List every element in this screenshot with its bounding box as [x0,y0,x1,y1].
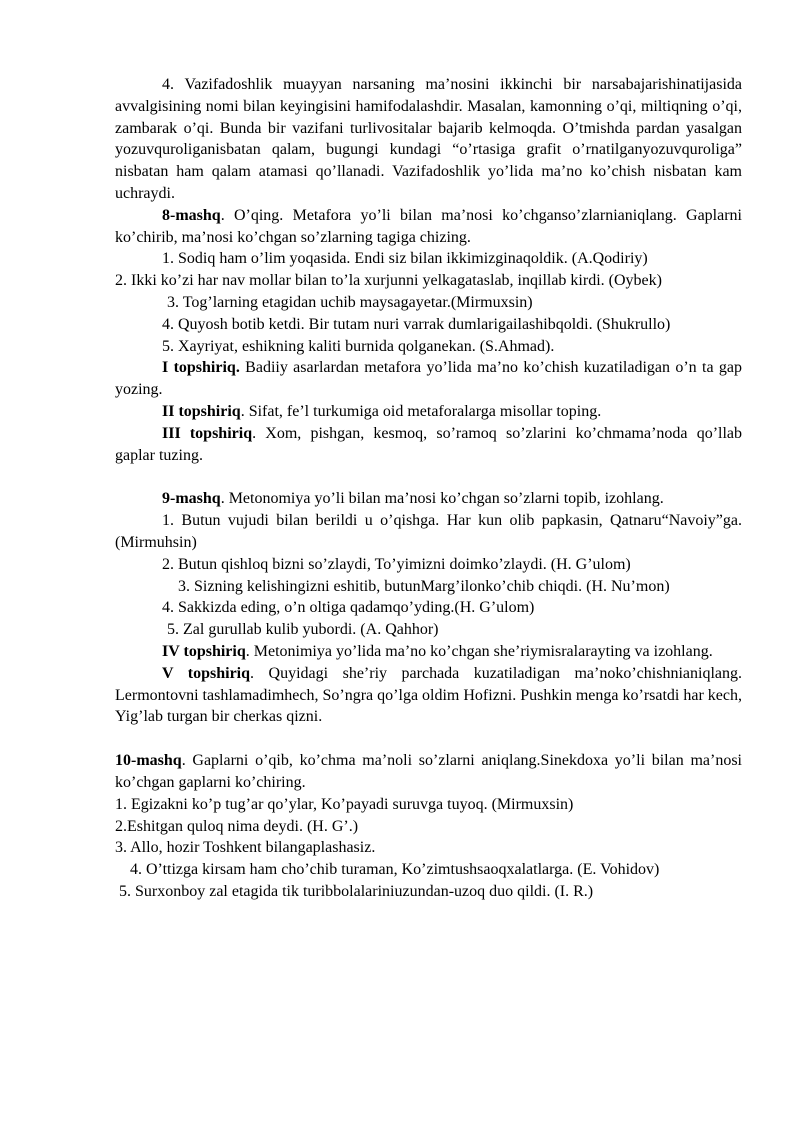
list-item: 2.Eshitgan quloq nima deydi. (H. G’.) [115,817,359,835]
exercise-text: . Metonomiya yo’li bilan ma’nosi ko’chgan so’zlarni topib, izohlang. [220,490,664,508]
task-label: I topshiriq. [162,359,240,377]
exercise-text: . Gaplarni o’qib, ko’chma ma’noli so’zlarni aniqlang.Sinekdoxa yo’li bilan ma’nosi ko’chgan gaplarni ko’chiring. [115,752,742,791]
task-3 [115,423,742,467]
exercise-label: 8-mashq [162,206,221,224]
list-item: 2. Butun qishloq bizni so’zlaydi, To’yimizni doimko’zlaydi. (H. G’ulom) [162,555,631,573]
task-label: V topshiriq [162,664,251,682]
list-item: 3. Allo, hozir Toshkent bilangaplashasiz. [115,839,376,857]
exercise-label: 9-mashq [162,490,221,508]
list-item: 3. Tog’larning etagidan uchib maysagayetar.(Mirmuxsin) [167,293,533,311]
task-label: II topshiriq [162,402,241,420]
list-item: 2. Ikki ko’zi har nav mollar bilan to’la xurjunni yelkagataslab, inqillab kirdi. (Oybek) [115,272,662,290]
list-item: 3. Sizning kelishingizni eshitib, butunMarg’ilonko’chib chiqdi. (H. Nu’mon) [178,577,670,595]
task-label: IV topshiriq [162,642,246,660]
list-item: 5. Xayriyat, eshikning kaliti burnida qolganekan. (S.Ahmad). [162,337,555,355]
list-item: 1. Butun vujudi bilan berildi u o’qishga. Har kun olib papkasin, Qatnaru“Navoiy”ga. (Mirmuhsin) [115,512,742,551]
exercise-label: 10-mashq [115,752,182,770]
task-5 [115,663,742,728]
task-1 [115,357,742,401]
exercise-8-heading [115,205,742,249]
task-text: . Quyidagi she’riy parchada kuzatiladigan ma’noko’chishnianiqlang. Lermontovni tashlamadimhech, So’ngra qo’lga oldim Hofizni. Pushkin menga ko’rsatdi har kech, Yig’lab turgan bir cherkas qizni. [115,664,742,726]
task-label: III topshiriq [162,424,253,442]
list-item: 1. Sodiq ham o’lim yoqasida. Endi siz bilan ikkimizginaqoldik. (A.Qodiriy) [162,250,648,268]
list-item: 1. Egizakni ko’p tug’ar qo’ylar, Ko’payadi suruvga tuyoq. (Mirmuxsin) [115,795,574,813]
task-text: . Sifat, fe’l turkumiga oid metaforalarga misollar toping. [240,402,602,420]
list-item: 5. Surxonboy zal etagida tik turibbolalariniuzundan-uzoq duo qildi. (I. R.) [119,882,594,900]
exercise-9-heading [115,488,742,510]
task-4 [115,641,742,663]
list-item: 4. Quyosh botib ketdi. Bir tutam nuri varrak dumlarigailashibqoldi. (Shukrullo) [162,315,671,333]
list-item: 4. Sakkizda eding, o’n oltiga qadamqo’yding.(H. G’ulom) [162,599,535,617]
document-page [115,74,742,903]
task-text: Badiiy asarlardan metafora yo’lida ma’no ko’chish kuzatiladigan o’n ta gap yozing. [115,359,743,399]
paragraph-vazifadoshlik: 4. Vazifadoshlik muayyan narsaning ma’nosini ikkinchi bir narsabajarishinatijasida avvalgisining nomi bilan keyingisini hamifodalashdir. Masalan, kamonning o’qi, miltiqning o’qi, zambarak o’qi. Bunda bir vazifani turlivositalar bajarib kelmoqda. O’tmishda pardan yasalgan yozuvquroliganisbatan qalam, bugungi kundagi “o’rtasiga grafit o’rnatilganyozuvquroliga” nisbatan ham qalam atamasi qo’llanadi. Vazifadoshlik yo’lida ma’no ko’chish nisbatan kam uchraydi. [115,76,742,202]
task-text: . Xom, pishgan, kesmoq, so’ramoq so’zlarini ko’chmama’noda qo’llab gaplar tuzing. [115,424,743,464]
task-2 [115,401,742,423]
task-text: . Metonimiya yo’lida ma’no ko’chgan she’riymisralarayting va izohlang. [245,642,713,660]
exercise-10-heading [115,750,742,794]
list-item: 4. O’ttizga kirsam ham cho’chib turaman, Ko’zimtushsaoqxalatlarga. (E. Vohidov) [130,861,660,879]
list-item: 5. Zal gurullab kulib yubordi. (A. Qahhor) [167,621,439,639]
exercise-text: . O’qing. Metafora yo’li bilan ma’nosi ko’chganso’zlarnianiqlang. Gaplarni ko’chirib, ma’nosi ko’chgan so’zlarning tagiga chizing. [115,206,742,246]
